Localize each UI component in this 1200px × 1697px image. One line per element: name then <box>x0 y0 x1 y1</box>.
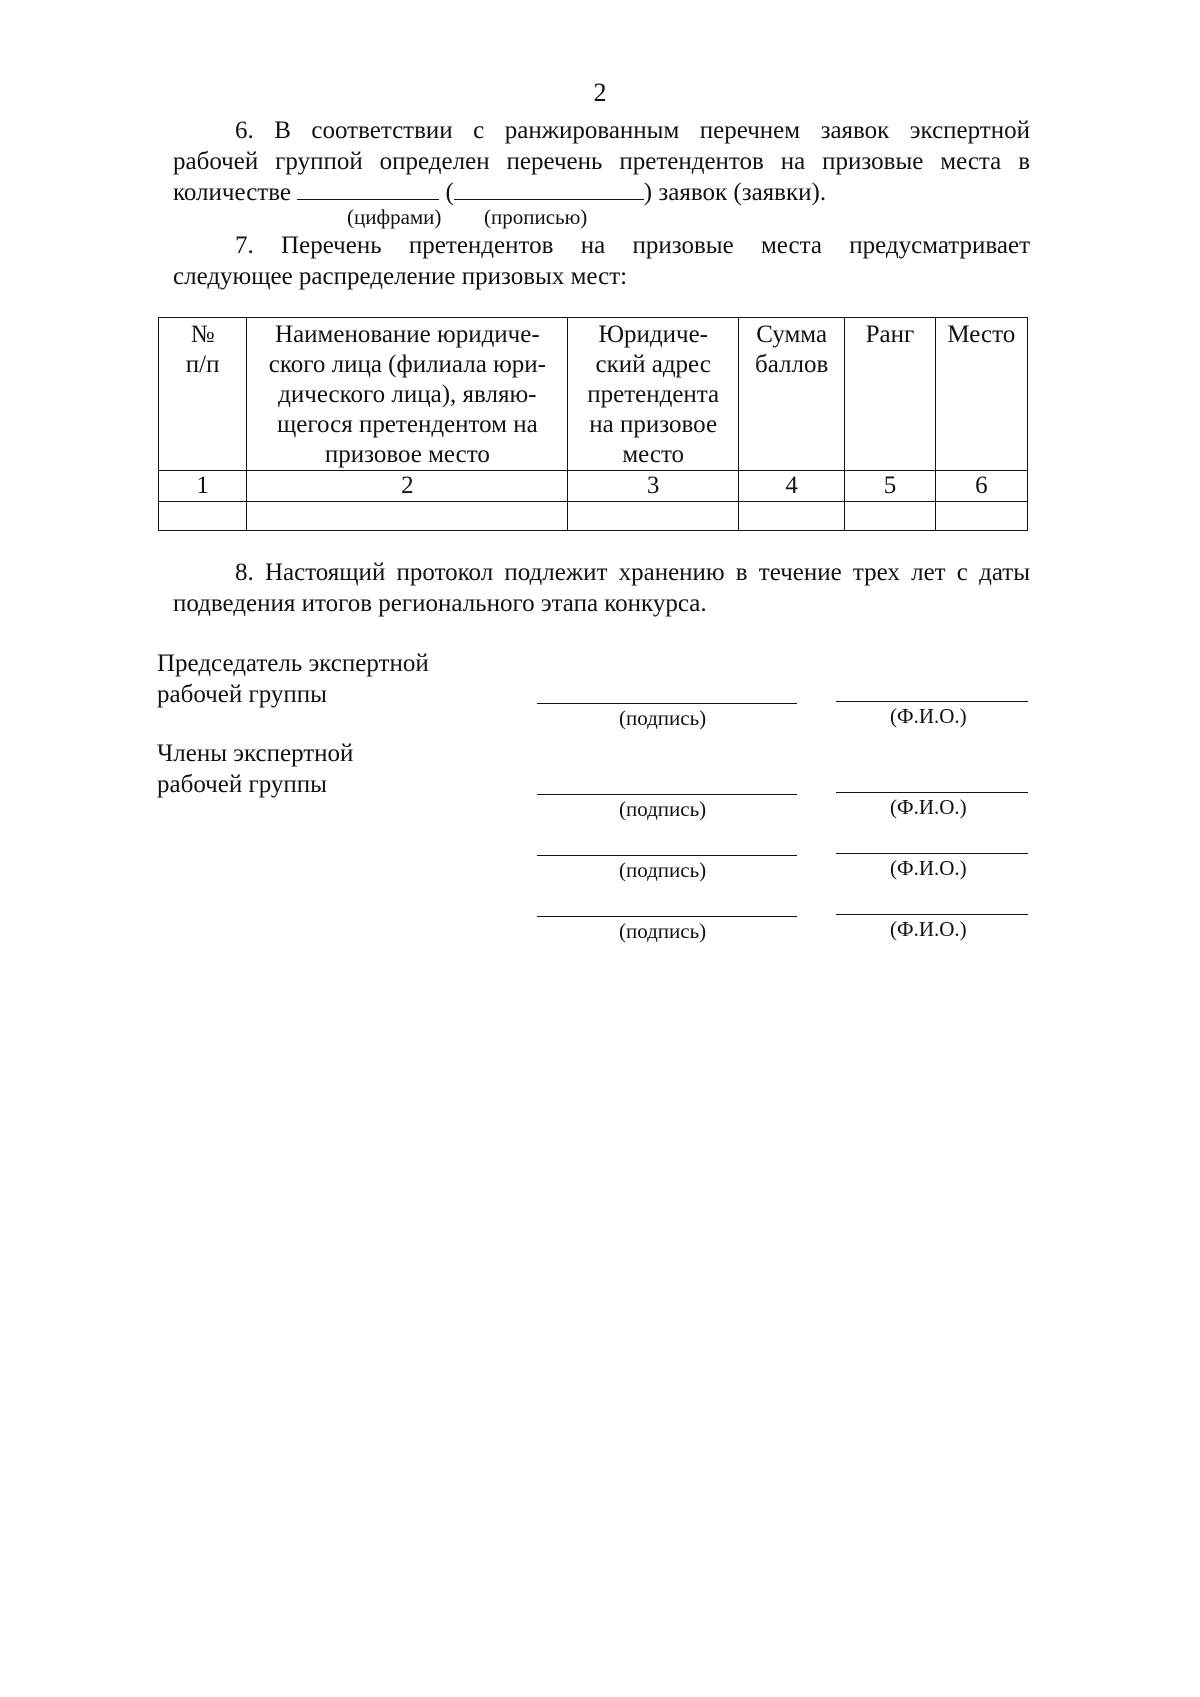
table-header-row <box>159 318 1028 471</box>
caption-digits: (цифрами) <box>347 205 442 229</box>
item-6-line-2: рабочей группой определен перечень претендентов на призовые места в <box>173 148 1030 175</box>
item-7-line-2: следующее распределение призовых мест: <box>173 263 628 290</box>
empty-cell <box>247 502 568 531</box>
item-6-line-3 <box>173 177 1030 208</box>
item-7-paragraph <box>173 230 1030 292</box>
item-6-paragraph <box>173 115 1030 208</box>
item-8-paragraph <box>173 557 1030 619</box>
header-cell-place: Место <box>935 318 1027 471</box>
prize-distribution-table <box>158 317 1028 531</box>
header-cell-score-sum: Сумма баллов <box>738 318 844 471</box>
name-line <box>836 792 1028 793</box>
column-number-cell: 2 <box>247 471 568 502</box>
header-cell-legal-address: Юридиче- ский адрес претендента на призовое место <box>568 318 739 471</box>
column-number-cell: 3 <box>568 471 739 502</box>
table-empty-row <box>159 502 1028 531</box>
empty-cell <box>845 502 935 531</box>
name-line <box>836 701 1028 702</box>
column-number-cell: 4 <box>738 471 844 502</box>
name-line <box>836 914 1028 915</box>
name-caption: (Ф.И.О.) <box>890 917 967 941</box>
name-caption: (Ф.И.О.) <box>890 795 967 819</box>
column-number-cell: 6 <box>935 471 1027 502</box>
header-cell-number: № п/п <box>159 318 247 471</box>
empty-cell <box>935 502 1027 531</box>
header-cell-rank: Ранг <box>845 318 935 471</box>
item-8-line-1: 8. Настоящий протокол подлежит хранению в течение трех лет с даты <box>235 559 1030 586</box>
caption-words: (прописью) <box>484 205 588 229</box>
page-number: 2 <box>593 78 607 107</box>
header-cell-entity-name: Наименование юридиче- ского лица (филиала юри- дического лица), являю- щегося претендентом на призовое место <box>247 318 568 471</box>
signature-line <box>537 916 797 917</box>
quantity-digits-blank <box>297 177 439 200</box>
item-7-line-1: 7. Перечень претендентов на призовые места предусматривает <box>235 232 1030 259</box>
signature-caption: (подпись) <box>619 919 707 943</box>
signature-caption: (подпись) <box>619 797 707 821</box>
name-caption: (Ф.И.О.) <box>890 856 967 880</box>
column-number-cell: 5 <box>845 471 935 502</box>
item-6-line-1: 6. В соответствии с ранжированным перечнем заявок экспертной <box>235 117 1030 144</box>
empty-cell <box>568 502 739 531</box>
signature-caption: (подпись) <box>619 858 707 882</box>
signature-line <box>537 703 797 704</box>
item-6-open-paren: ( <box>445 179 454 206</box>
signature-caption: (подпись) <box>619 706 707 730</box>
name-line <box>836 853 1028 854</box>
chairman-label: Председатель экспертной рабочей группы <box>157 650 429 708</box>
quantity-words-blank <box>454 177 644 200</box>
name-caption: (Ф.И.О.) <box>890 704 967 728</box>
item-8-line-2: подведения итогов регионального этапа конкурса. <box>173 590 707 617</box>
empty-cell <box>159 502 247 531</box>
item-6-quantity-label: количестве <box>173 179 291 206</box>
signature-line <box>537 794 797 795</box>
members-label: Члены экспертной рабочей группы <box>157 740 354 798</box>
item-6-line-3-end: ) заявок (заявки). <box>643 179 827 206</box>
table-column-numbers-row <box>159 471 1028 502</box>
column-number-cell: 1 <box>159 471 247 502</box>
empty-cell <box>738 502 844 531</box>
signature-line <box>537 855 797 856</box>
